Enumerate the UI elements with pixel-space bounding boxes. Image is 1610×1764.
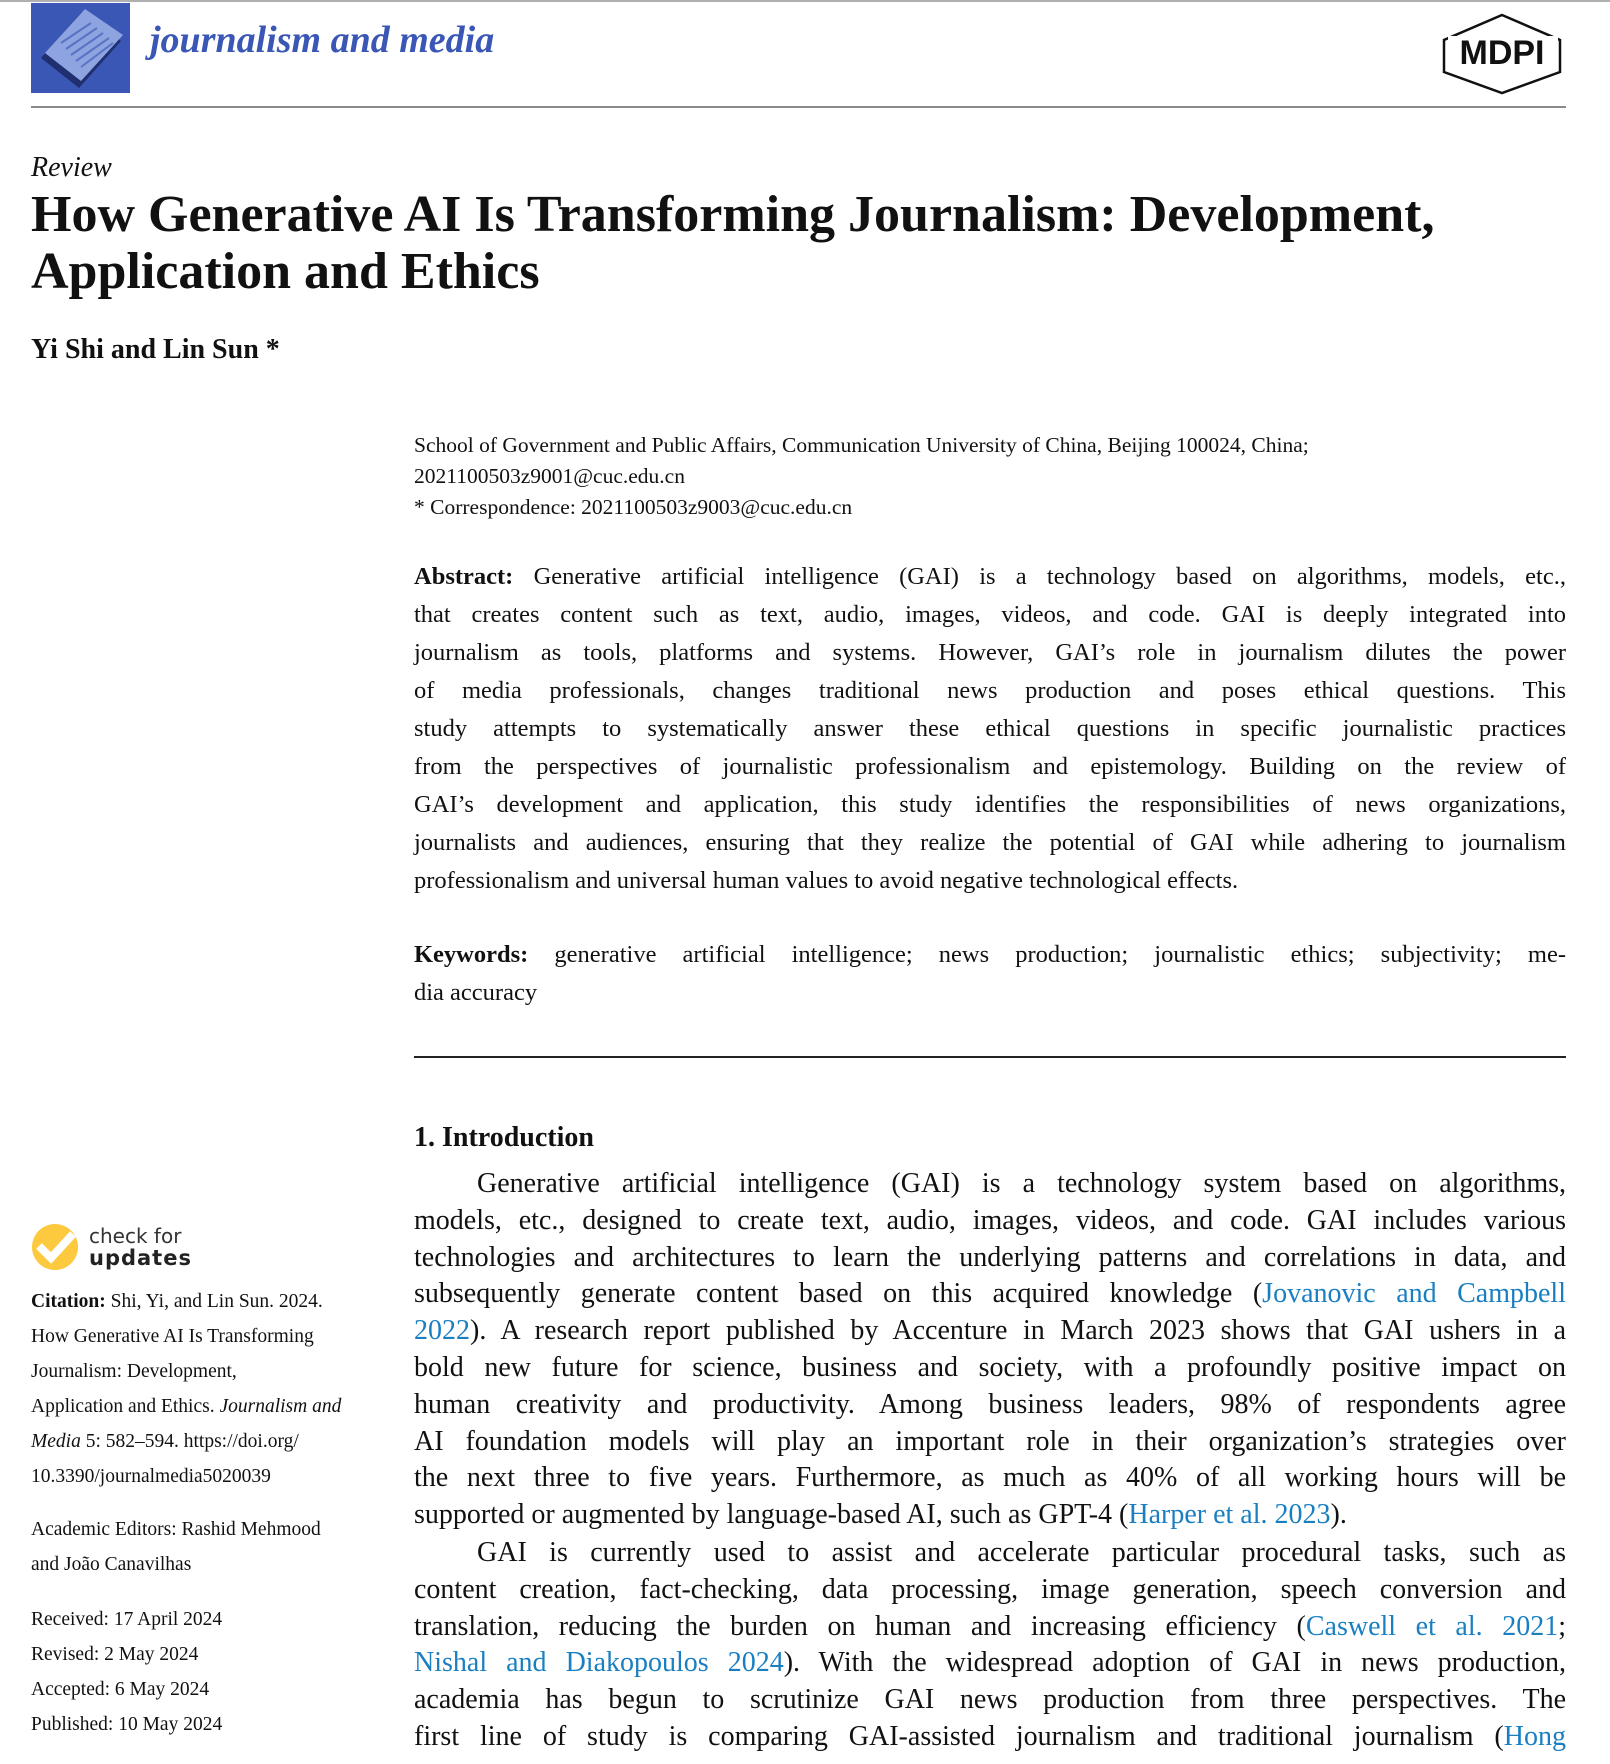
text-line bbox=[414, 824, 1566, 862]
keywords bbox=[414, 936, 1566, 1012]
text-line bbox=[414, 748, 1566, 786]
line-text: subsequently generate content based on this acquired knowledge ( bbox=[414, 1278, 1263, 1310]
line-text: Generative artificial intelligence (GAI) is a technology system based on algorithms, bbox=[477, 1168, 1566, 1199]
citation-journal: Media bbox=[31, 1431, 81, 1452]
text-line bbox=[414, 862, 1566, 900]
abstract bbox=[414, 558, 1566, 900]
editors-line: Academic Editors: Rashid Mehmood bbox=[31, 1519, 321, 1540]
text-line bbox=[414, 1203, 1566, 1240]
text-line bbox=[414, 786, 1566, 824]
text-line bbox=[414, 634, 1566, 672]
line-text: AI foundation models will play an important role in their organization’s strategies over bbox=[414, 1425, 1566, 1457]
line-text: content creation, fact-checking, data processing, image generation, speech conversion and bbox=[414, 1573, 1566, 1605]
citation-text: Shi, Yi, and Lin Sun. 2024. bbox=[105, 1291, 323, 1312]
journal-name[interactable]: journalism and media bbox=[150, 19, 495, 61]
affiliation-email: 2021100503z9001@cuc.edu.cn bbox=[414, 464, 685, 488]
line-text: ). bbox=[1330, 1499, 1347, 1531]
text-line bbox=[414, 974, 1566, 1012]
line-text: journalists and audiences, ensuring that they realize the potential of GAI while adhering to journalism bbox=[414, 829, 1566, 856]
top-border bbox=[0, 0, 1610, 2]
citation-link[interactable]: Nishal and Diakopoulos 2024 bbox=[414, 1647, 784, 1679]
text-line bbox=[414, 1350, 1566, 1387]
text-line bbox=[414, 672, 1566, 710]
svg-text:MDPI: MDPI bbox=[1459, 34, 1545, 72]
line-text: professionalism and universal human values to avoid negative technological effects. bbox=[414, 867, 1239, 894]
label: Abstract: bbox=[414, 563, 514, 590]
text-line bbox=[414, 1460, 1566, 1497]
line-text: GAI is currently used to assist and accelerate particular procedural tasks, such as bbox=[477, 1537, 1566, 1568]
line-text: from the perspectives of journalistic professionalism and epistemology. Building on the review of bbox=[414, 753, 1566, 780]
line-text: models, etc., designed to create text, audio, images, videos, and code. GAI includes various bbox=[414, 1204, 1566, 1236]
text-line bbox=[414, 1276, 1566, 1313]
text-line bbox=[414, 1535, 1566, 1572]
line-text: ). A research report published by Accenture in March 2023 shows that GAI ushers in a bbox=[470, 1315, 1566, 1347]
citation-text: How Generative AI Is Transforming bbox=[31, 1326, 314, 1347]
text-line bbox=[414, 1719, 1566, 1756]
line-text: study attempts to systematically answer these ethical questions in specific journalistic practices bbox=[414, 715, 1566, 742]
editors-line: and João Canavilhas bbox=[31, 1554, 192, 1575]
text-line bbox=[414, 936, 1566, 974]
text-line bbox=[414, 558, 1566, 596]
line-text: of media professionals, changes traditional news production and poses ethical questions. This bbox=[414, 677, 1566, 704]
header-divider bbox=[31, 106, 1566, 108]
correspondence: * Correspondence: 2021100503z9003@cuc.edu.cn bbox=[414, 495, 853, 519]
citation-link[interactable]: Caswell et al. 2021 bbox=[1305, 1610, 1559, 1642]
text-line bbox=[414, 710, 1566, 748]
citation-label: Citation: bbox=[31, 1291, 106, 1312]
line-text: human creativity and productivity. Among business leaders, 98% of respondents agree bbox=[414, 1388, 1566, 1420]
citation-link[interactable]: Harper et al. 2023 bbox=[1128, 1499, 1331, 1531]
line-text: the next three to five years. Furthermore, as much as 40% of all working hours will be bbox=[414, 1462, 1566, 1494]
citation-link[interactable]: Hong bbox=[1503, 1720, 1566, 1752]
received-date: Received: 17 April 2024 bbox=[31, 1609, 223, 1630]
citation-text: Journalism: Development, bbox=[31, 1361, 237, 1382]
text-line bbox=[414, 596, 1566, 634]
line-text: that creates content such as text, audio, images, videos, and code. GAI is deeply integrated into bbox=[414, 601, 1566, 628]
text-line bbox=[414, 1572, 1566, 1609]
article-dates bbox=[31, 1602, 381, 1742]
citation-doi[interactable]: 10.3390/journalmedia5020039 bbox=[31, 1466, 271, 1487]
line-text: generative artificial intelligence; news production; journalistic ethics; subjectivity; me- bbox=[528, 941, 1566, 968]
citation bbox=[31, 1284, 381, 1494]
newspaper-icon bbox=[31, 3, 130, 93]
citation-text: Application and Ethics. bbox=[31, 1396, 220, 1417]
text-line bbox=[414, 1497, 1566, 1534]
text-line bbox=[414, 1424, 1566, 1461]
academic-editors bbox=[31, 1512, 381, 1582]
line-text: first line of study is comparing GAI-assisted journalism and traditional journalism ( bbox=[414, 1720, 1504, 1752]
line-text: translation, reducing the burden on human and increasing efficiency ( bbox=[414, 1610, 1306, 1642]
text-line bbox=[414, 1240, 1566, 1277]
authors: Yi Shi and Lin Sun * bbox=[31, 334, 280, 365]
line-text: dia accuracy bbox=[414, 979, 538, 1006]
section-divider bbox=[414, 1056, 1566, 1058]
revised-date: Revised: 2 May 2024 bbox=[31, 1644, 199, 1665]
section-heading: 1. Introduction bbox=[414, 1122, 594, 1153]
line-text: journalism as tools, platforms and systems. However, GAI’s role in journalism dilutes the power bbox=[414, 639, 1566, 666]
affiliation bbox=[414, 430, 1566, 523]
check-badge-icon bbox=[31, 1222, 81, 1272]
title-line: How Generative AI Is Transforming Journalism: Development, bbox=[31, 186, 1435, 243]
text-line bbox=[414, 1387, 1566, 1424]
line-text: ). With the widespread adoption of GAI in news production, bbox=[783, 1647, 1566, 1679]
check-for-updates-label[interactable]: check for bbox=[89, 1224, 182, 1248]
line-text: technologies and architectures to learn the underlying patterns and correlations in data, and bbox=[414, 1241, 1566, 1273]
article-type: Review bbox=[31, 152, 112, 183]
text-line bbox=[414, 1166, 1566, 1203]
text-line bbox=[414, 1313, 1566, 1350]
line-text: bold new future for science, business and society, with a profoundly positive impact on bbox=[414, 1351, 1566, 1383]
text-line bbox=[414, 1609, 1566, 1646]
line-text: ; bbox=[1558, 1610, 1567, 1642]
affiliation-line: School of Government and Public Affairs, Communication University of China, Beijing 100024, China; bbox=[414, 433, 1309, 457]
line-text: Generative artificial intelligence (GAI) is a technology based on algorithms, models, etc., bbox=[513, 563, 1566, 590]
accepted-date: Accepted: 6 May 2024 bbox=[31, 1679, 210, 1700]
mdpi-logo[interactable] bbox=[1440, 12, 1565, 96]
text-line bbox=[414, 1682, 1566, 1719]
citation-link[interactable]: Jovanovic and Campbell bbox=[1262, 1278, 1566, 1310]
intro-paragraph bbox=[414, 1166, 1566, 1534]
label: Keywords: bbox=[414, 941, 529, 968]
check-for-updates-label[interactable]: updates bbox=[89, 1246, 192, 1270]
line-text: supported or augmented by language-based AI, such as GPT-4 ( bbox=[414, 1499, 1129, 1531]
published-date: Published: 10 May 2024 bbox=[31, 1714, 223, 1735]
line-text: GAI’s development and application, this study identifies the responsibilities of news organizations, bbox=[414, 791, 1566, 818]
text-line bbox=[414, 1645, 1566, 1682]
citation-link[interactable]: 2022 bbox=[414, 1315, 470, 1347]
citation-journal: Journalism and bbox=[219, 1396, 342, 1417]
line-text: academia has begun to scrutinize GAI news production from three perspectives. The bbox=[414, 1684, 1566, 1716]
title-line: Application and Ethics bbox=[31, 243, 540, 300]
article-title bbox=[31, 186, 1591, 300]
intro-paragraph bbox=[414, 1535, 1566, 1756]
citation-doi[interactable]: 5: 582–594. https://doi.org/ bbox=[80, 1431, 299, 1452]
